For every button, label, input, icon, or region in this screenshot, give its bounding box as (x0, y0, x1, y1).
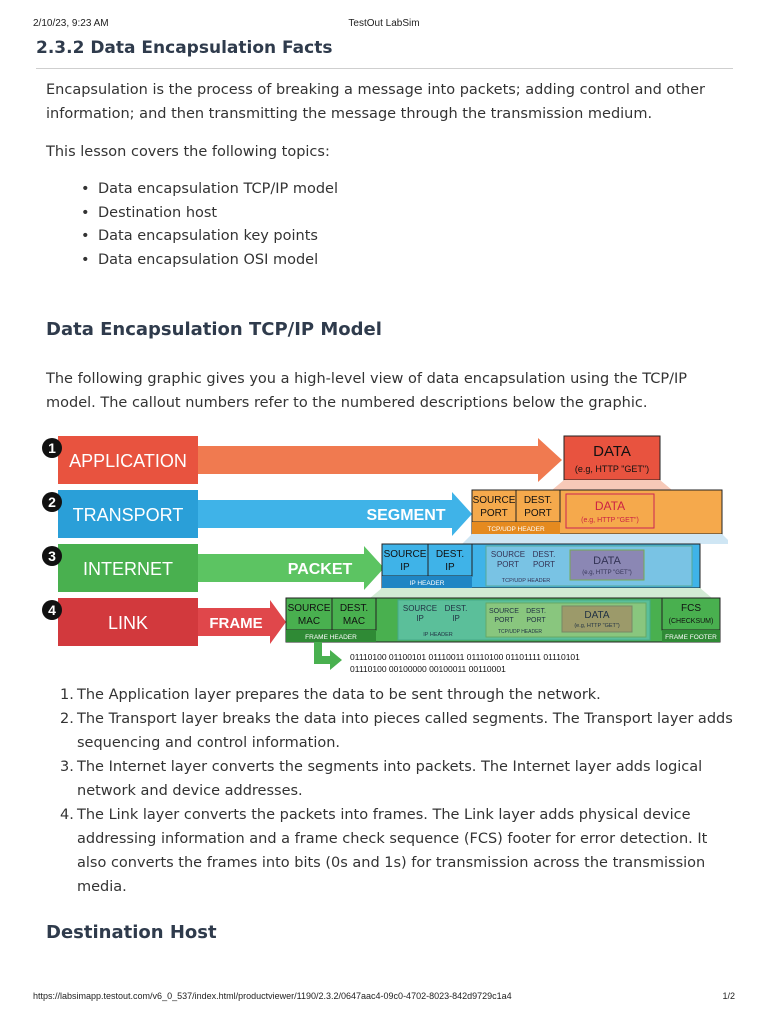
packet-block (382, 544, 700, 588)
svg-text:DATA: DATA (584, 610, 610, 621)
svg-text:IP: IP (416, 614, 424, 623)
section-heading-destination-host: Destination Host (46, 922, 217, 943)
print-footer (33, 991, 735, 1005)
svg-text:(e.g, HTTP "GET"): (e.g, HTTP "GET") (574, 464, 650, 474)
svg-text:TCP/UDP HEADER: TCP/UDP HEADER (501, 578, 551, 584)
bits-line-2: 01110100 00100000 00100011 00110001 (350, 664, 506, 674)
layer-label: LINK (107, 613, 149, 633)
segment-label: SEGMENT (366, 507, 446, 524)
svg-text:DATA: DATA (593, 555, 621, 567)
title-divider (36, 68, 733, 69)
step-item: 1. The Application layer prepares the data to be sent through the network. (60, 687, 601, 703)
svg-text:DATA: DATA (594, 499, 626, 513)
callout-1 (42, 438, 62, 458)
svg-text:(e.g, HTTP "GET"): (e.g, HTTP "GET") (574, 623, 620, 629)
svg-text:4: 4 (48, 602, 56, 618)
svg-text:SOURCE: SOURCE (383, 549, 427, 560)
svg-text:IP: IP (400, 562, 410, 573)
svg-text:SOURCE: SOURCE (472, 495, 516, 506)
layer-label: TRANSPORT (72, 505, 184, 525)
print-header (33, 18, 735, 32)
bits-line-1: 01110100 01100101 01110011 01110100 01101111 01110101 (350, 652, 580, 662)
page-number: 1/2 (722, 991, 735, 1001)
frame-block (286, 598, 720, 642)
callout-3 (42, 546, 62, 566)
svg-text:PORT: PORT (526, 617, 546, 624)
svg-text:TCP/UDP HEADER: TCP/UDP HEADER (497, 629, 543, 635)
svg-text:IP HEADER: IP HEADER (423, 632, 453, 638)
application-data (564, 436, 660, 480)
svg-text:PORT: PORT (480, 508, 508, 519)
print-site-title: TestOut LabSim (348, 18, 420, 29)
section-heading-tcpip: Data Encapsulation TCP/IP Model (46, 319, 382, 340)
svg-text:DEST.: DEST. (339, 603, 369, 614)
topic-item: • Data encapsulation TCP/IP model (98, 178, 338, 202)
section-description: The following graphic gives you a high-level view of data encapsulation using the TCP/IP model. The callout numbers refer to the numbered descriptions below the graphic. (46, 371, 688, 411)
intro-paragraph: Encapsulation is the process of breaking a message into packets; adding control and other information; and then transmitting the message through the transmission medium. (46, 82, 706, 122)
bits-arrow (314, 642, 342, 670)
layer-label: INTERNET (83, 559, 173, 579)
svg-text:FCS: FCS (681, 603, 701, 614)
svg-text:1: 1 (48, 440, 56, 456)
svg-text:DEST.: DEST. (523, 495, 553, 506)
svg-text:IP: IP (445, 562, 455, 573)
svg-text:FRAME FOOTER: FRAME FOOTER (665, 634, 717, 641)
application-arrow (198, 438, 562, 482)
topics-list (98, 178, 338, 272)
page-title: 2.3.2 Data Encapsulation Facts (36, 38, 333, 58)
topic-item: • Destination host (98, 202, 338, 226)
svg-text:PORT: PORT (496, 560, 520, 569)
svg-text:DEST.: DEST. (435, 549, 465, 560)
svg-text:DEST.: DEST. (444, 604, 468, 613)
svg-text:PORT: PORT (532, 560, 556, 569)
print-date: 2/10/23, 9:23 AM (33, 18, 109, 29)
layer-link (58, 598, 198, 646)
callout-2 (42, 492, 62, 512)
topics-intro: This lesson covers the following topics: (46, 144, 330, 160)
svg-text:DEST.: DEST. (532, 550, 556, 559)
topic-item: • Data encapsulation OSI model (98, 249, 338, 273)
callout-4 (42, 600, 62, 620)
svg-text:SOURCE: SOURCE (287, 603, 331, 614)
svg-text:IP HEADER: IP HEADER (409, 580, 445, 587)
svg-text:FRAME HEADER: FRAME HEADER (305, 634, 357, 641)
svg-text:MAC: MAC (342, 616, 366, 627)
print-url: https://labsimapp.testout.com/v6_0_537/index.html/productviewer/1190/2.3.2/0647aac4-09c0-4702-8023-842d9729c1a4 (33, 991, 512, 1001)
svg-text:MAC: MAC (297, 616, 321, 627)
step-item: 2. The Transport layer breaks the data into pieces called segments. The Transport layer adds sequencing and control information. (60, 711, 733, 751)
steps-list (46, 683, 736, 899)
svg-text:SOURCE: SOURCE (490, 550, 526, 559)
svg-text:(e.g, HTTP "GET"): (e.g, HTTP "GET") (581, 517, 639, 524)
layer-internet (58, 544, 198, 592)
svg-text:DATA: DATA (593, 443, 631, 460)
frame-label: FRAME (209, 615, 263, 632)
step-item: 3. The Internet layer converts the segments into packets. The Internet layer adds logical network and device addresses. (60, 759, 703, 799)
segment-block (472, 490, 722, 534)
svg-text:SOURCE: SOURCE (402, 604, 438, 613)
svg-text:3: 3 (48, 548, 56, 564)
svg-text:DEST.: DEST. (526, 608, 546, 615)
svg-text:PORT: PORT (524, 508, 552, 519)
svg-text:(e.g, HTTP "GET"): (e.g, HTTP "GET") (582, 570, 632, 576)
svg-text:(CHECKSUM): (CHECKSUM) (668, 618, 714, 625)
svg-text:2: 2 (48, 494, 56, 510)
packet-label: PACKET (287, 561, 353, 578)
svg-text:IP: IP (452, 614, 460, 623)
svg-text:PORT: PORT (494, 617, 514, 624)
topic-item: • Data encapsulation key points (98, 225, 338, 249)
step-item: 4. The Link layer converts the packets into frames. The Link layer adds physical device addressing information and a frame check sequence (FCS) footer for error detection. It also converts the frames into bits (0s and 1s) for transmission across the transmission media. (60, 807, 708, 895)
layer-transport (58, 490, 198, 538)
svg-text:SOURCE: SOURCE (489, 608, 519, 615)
svg-text:TCP/UDP HEADER: TCP/UDP HEADER (487, 526, 545, 533)
layer-label: APPLICATION (69, 451, 187, 471)
layer-application (58, 436, 198, 484)
